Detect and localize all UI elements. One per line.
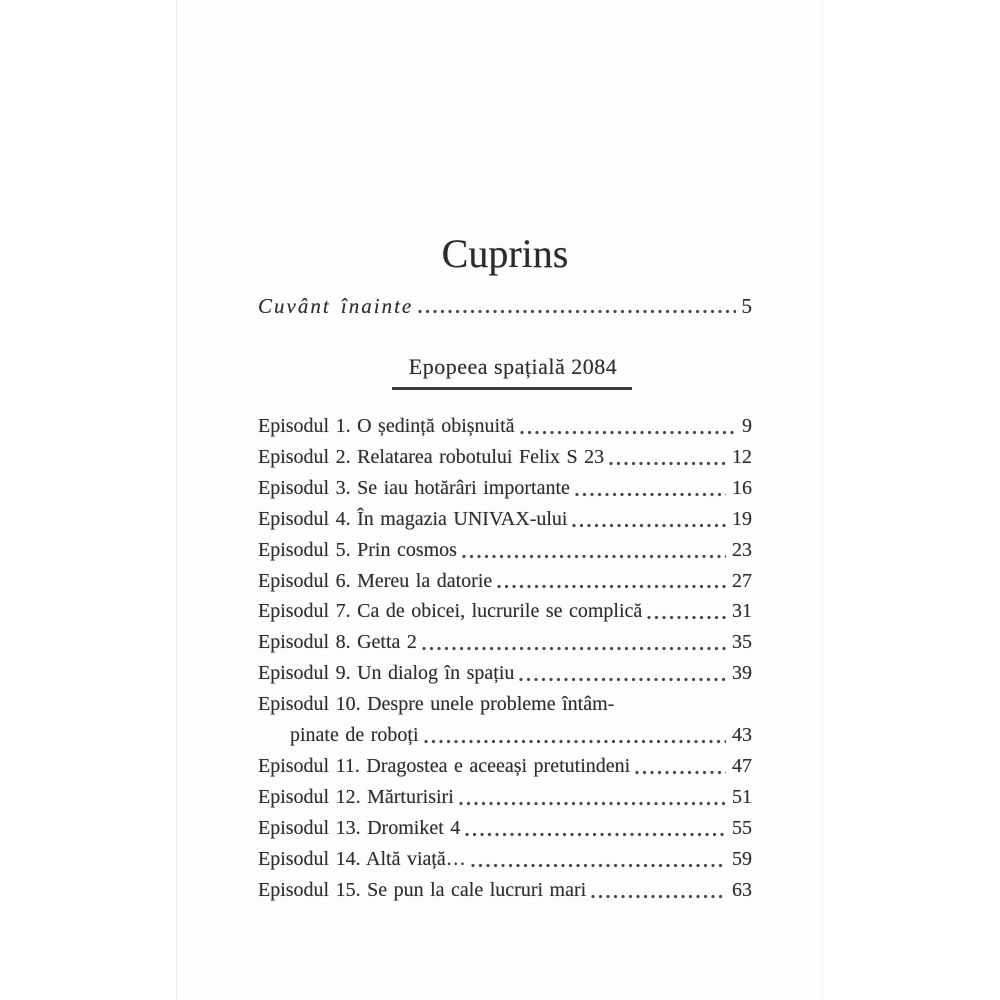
- toc-entry-label: Episodul 6. Mereu la datorie: [258, 569, 493, 592]
- toc-entry-page: 43: [732, 724, 752, 747]
- toc-entry-label: Episodul 8. Getta 2: [258, 631, 417, 654]
- dot-leader: [647, 615, 726, 620]
- toc-entry-preface: [258, 291, 752, 321]
- toc-entry-label: Episodul 4. În magazia UNIVAX-ului: [258, 507, 568, 530]
- toc-entry-page: 9: [742, 415, 752, 437]
- section-rule: [392, 387, 632, 390]
- toc-entry-label: Episodul 5. Prin cosmos: [258, 538, 457, 561]
- toc-entry-label: Episodul 13. Dromiket 4: [258, 816, 461, 839]
- toc-entry-page: 63: [732, 878, 752, 901]
- toc-entry-label: Episodul 1. O ședință obișnuită: [258, 415, 515, 437]
- toc-entry-page: 39: [732, 662, 752, 685]
- toc-entry-page: 16: [732, 476, 752, 499]
- toc-entry-label: Episodul 14. Altă viață…: [258, 847, 466, 870]
- toc-entry: [258, 566, 752, 597]
- toc-entry: [258, 813, 752, 844]
- dot-leader: [519, 677, 726, 682]
- toc-entry: [258, 782, 752, 813]
- toc-entry-label: Episodul 12. Mărturisiri: [258, 785, 454, 808]
- toc-entry-page: 27: [732, 569, 752, 592]
- dot-leader: [575, 492, 726, 497]
- toc-entry-page: 35: [732, 631, 752, 654]
- toc-entry-label: Episodul 7. Ca de obicei, lucrurile se complică: [258, 600, 643, 623]
- dot-leader: [635, 770, 726, 775]
- toc-entry-page: 12: [732, 445, 752, 468]
- dot-leader: [572, 523, 726, 528]
- toc-entry: [258, 658, 752, 689]
- toc-entry-label: Episodul 2. Relatarea robotului Felix S 23: [258, 445, 605, 468]
- dot-leader: [619, 708, 746, 713]
- dot-leader: [520, 430, 736, 435]
- toc-entry: [258, 535, 752, 566]
- table-of-contents: [258, 0, 752, 1000]
- toc-entry-page: 59: [732, 847, 752, 870]
- toc-entry: [258, 473, 752, 504]
- section-heading: Epopeea spațială 2084: [408, 354, 618, 379]
- dot-leader: [422, 646, 726, 651]
- toc-entry-continuation: [258, 720, 752, 751]
- toc-entry-page: 47: [732, 754, 752, 777]
- dot-leader: [465, 832, 726, 837]
- toc-entry-label: Episodul 11. Dragostea e aceeași pretutindeni: [258, 754, 631, 777]
- toc-entry-page: 31: [732, 600, 752, 623]
- toc-list: [258, 411, 752, 906]
- dot-leader: [497, 584, 726, 589]
- toc-entry: [258, 844, 752, 875]
- toc-entry: [258, 596, 752, 627]
- toc-entry: [258, 442, 752, 473]
- dot-leader: [424, 739, 726, 744]
- page-title: Cuprins: [441, 231, 569, 276]
- toc-entry: [258, 751, 752, 782]
- toc-entry: [258, 875, 752, 906]
- toc-entry: [258, 689, 752, 720]
- toc-entry-page: 5: [741, 294, 752, 318]
- toc-entry-page: 51: [732, 785, 752, 808]
- toc-entry-label: Episodul 9. Un dialog în spațiu: [258, 662, 515, 685]
- dot-leader: [471, 863, 726, 868]
- toc-entry-label: Episodul 10. Despre unele probleme întâm-: [258, 693, 615, 716]
- toc-entry-page: 55: [732, 816, 752, 839]
- toc-entry-page: 23: [732, 538, 752, 561]
- toc-entry-label: Episodul 15. Se pun la cale lucruri mari: [258, 878, 587, 901]
- dot-leader: [459, 801, 726, 806]
- dot-leader: [591, 894, 726, 899]
- toc-entry-label: Cuvânt înainte: [258, 294, 414, 318]
- toc-entry: [258, 627, 752, 658]
- toc-entry-page: 19: [732, 507, 752, 530]
- toc-entry-label: pinate de roboți: [290, 724, 419, 747]
- dot-leader: [418, 309, 735, 314]
- toc-entry: [258, 504, 752, 535]
- dot-leader: [609, 461, 726, 466]
- toc-entry: [258, 411, 752, 442]
- dot-leader: [462, 554, 726, 559]
- toc-entry-label: Episodul 3. Se iau hotărâri importante: [258, 476, 570, 499]
